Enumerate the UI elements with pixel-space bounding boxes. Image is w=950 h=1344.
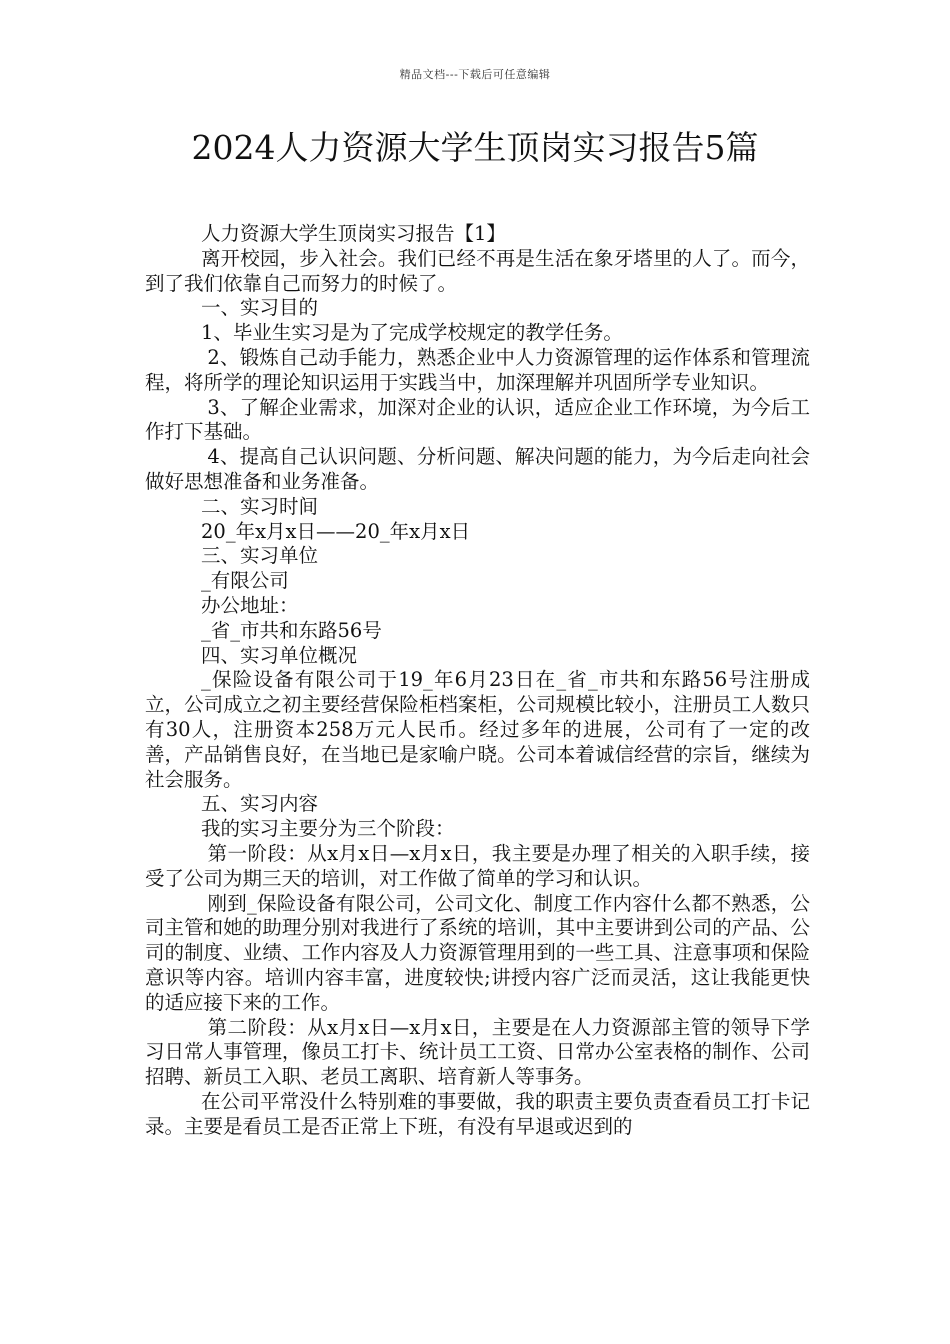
stage-1-paragraph: 第一阶段：从x月x日—x月x日，我主要是办理了相关的入职手续，接受了公司为期三天的培训，对工作做了简单的学习和认识。 <box>145 841 810 890</box>
office-address-label: 办公地址： <box>201 593 299 617</box>
company-name: _有限公司 <box>201 569 289 593</box>
training-paragraph: 刚到_保险设备有限公司，公司文化、制度工作内容什么都不熟悉，公司主管和她的助理分别对我进行了系统的培训，其中主要讲到公司的产品、公司的制度、业绩、工作内容及人力资源管理用到的一些工具、注意事项和保险意识等内容。培训内容丰富，进度较快;讲授内容广泛而灵活，这让我能更快的适应接下来的工作。 <box>145 891 810 1014</box>
section-heading-report-1: 人力资源大学生顶岗实习报告【1】 <box>201 222 506 245</box>
intro-paragraph: 离开校园，步入社会。我们已经不再是生活在象牙塔里的人了。而今，到了我们依靠自己而努力的时候了。 <box>145 246 810 295</box>
purpose-item-3: 3、了解企业需求，加深对企业的认识，适应企业工作环境，为今后工作打下基础。 <box>145 395 810 444</box>
company-overview-paragraph: _保险设备有限公司于19_年6月23日在_省_市共和东路56号注册成立，公司成立之初主要经营保险柜档案柜，公司规模比较小，注册员工人数只有30人，注册资本258万元人民币。经过多年的进展，公司有了一定的改善，产品销售良好，在当地已是家喻户晓。公司本着诚信经营的宗旨，继续为社会服务。 <box>145 668 810 791</box>
office-address: _省_市共和东路56号 <box>201 618 382 642</box>
header-note: 精品文档---下载后可任意编辑 <box>399 68 551 81</box>
section-heading-unit: 三、实习单位 <box>201 544 319 568</box>
stage-2-paragraph: 第二阶段：从x月x日—x月x日，主要是在人力资源部主管的领导下学习日常人事管理，像员工打卡、统计员工工资、日常办公室表格的制作、公司招聘、新员工入职、老员工离职、培育新人等事务。 <box>145 1015 810 1089</box>
section-heading-content: 五、实习内容 <box>201 792 319 816</box>
purpose-item-2: 2、锻炼自己动手能力，熟悉企业中人力资源管理的运作体系和管理流程，将所学的理论知识运用于实践当中，加深理解并巩固所学专业知识。 <box>145 345 810 394</box>
section-heading-overview: 四、实习单位概况 <box>201 643 358 667</box>
document-body <box>145 222 810 1139</box>
duties-paragraph: 在公司平常没什么特别难的事要做，我的职责主要负责查看员工打卡记录。主要是看员工是否正常上下班，有没有早退或迟到的 <box>145 1089 810 1138</box>
document-title: 2024人力资源大学生顶岗实习报告5篇 <box>191 128 759 167</box>
internship-dates: 20_年x月x日——20_年x月x日 <box>201 519 471 543</box>
section-heading-time: 二、实习时间 <box>201 494 319 518</box>
purpose-item-1: 1、毕业生实习是为了完成学校规定的教学任务。 <box>201 321 623 345</box>
stages-intro: 我的实习主要分为三个阶段： <box>201 817 455 841</box>
section-heading-purpose: 一、实习目的 <box>201 296 319 320</box>
purpose-item-4: 4、提高自己认识问题、分析问题、解决问题的能力，为今后走向社会做好思想准备和业务准备。 <box>145 445 810 493</box>
